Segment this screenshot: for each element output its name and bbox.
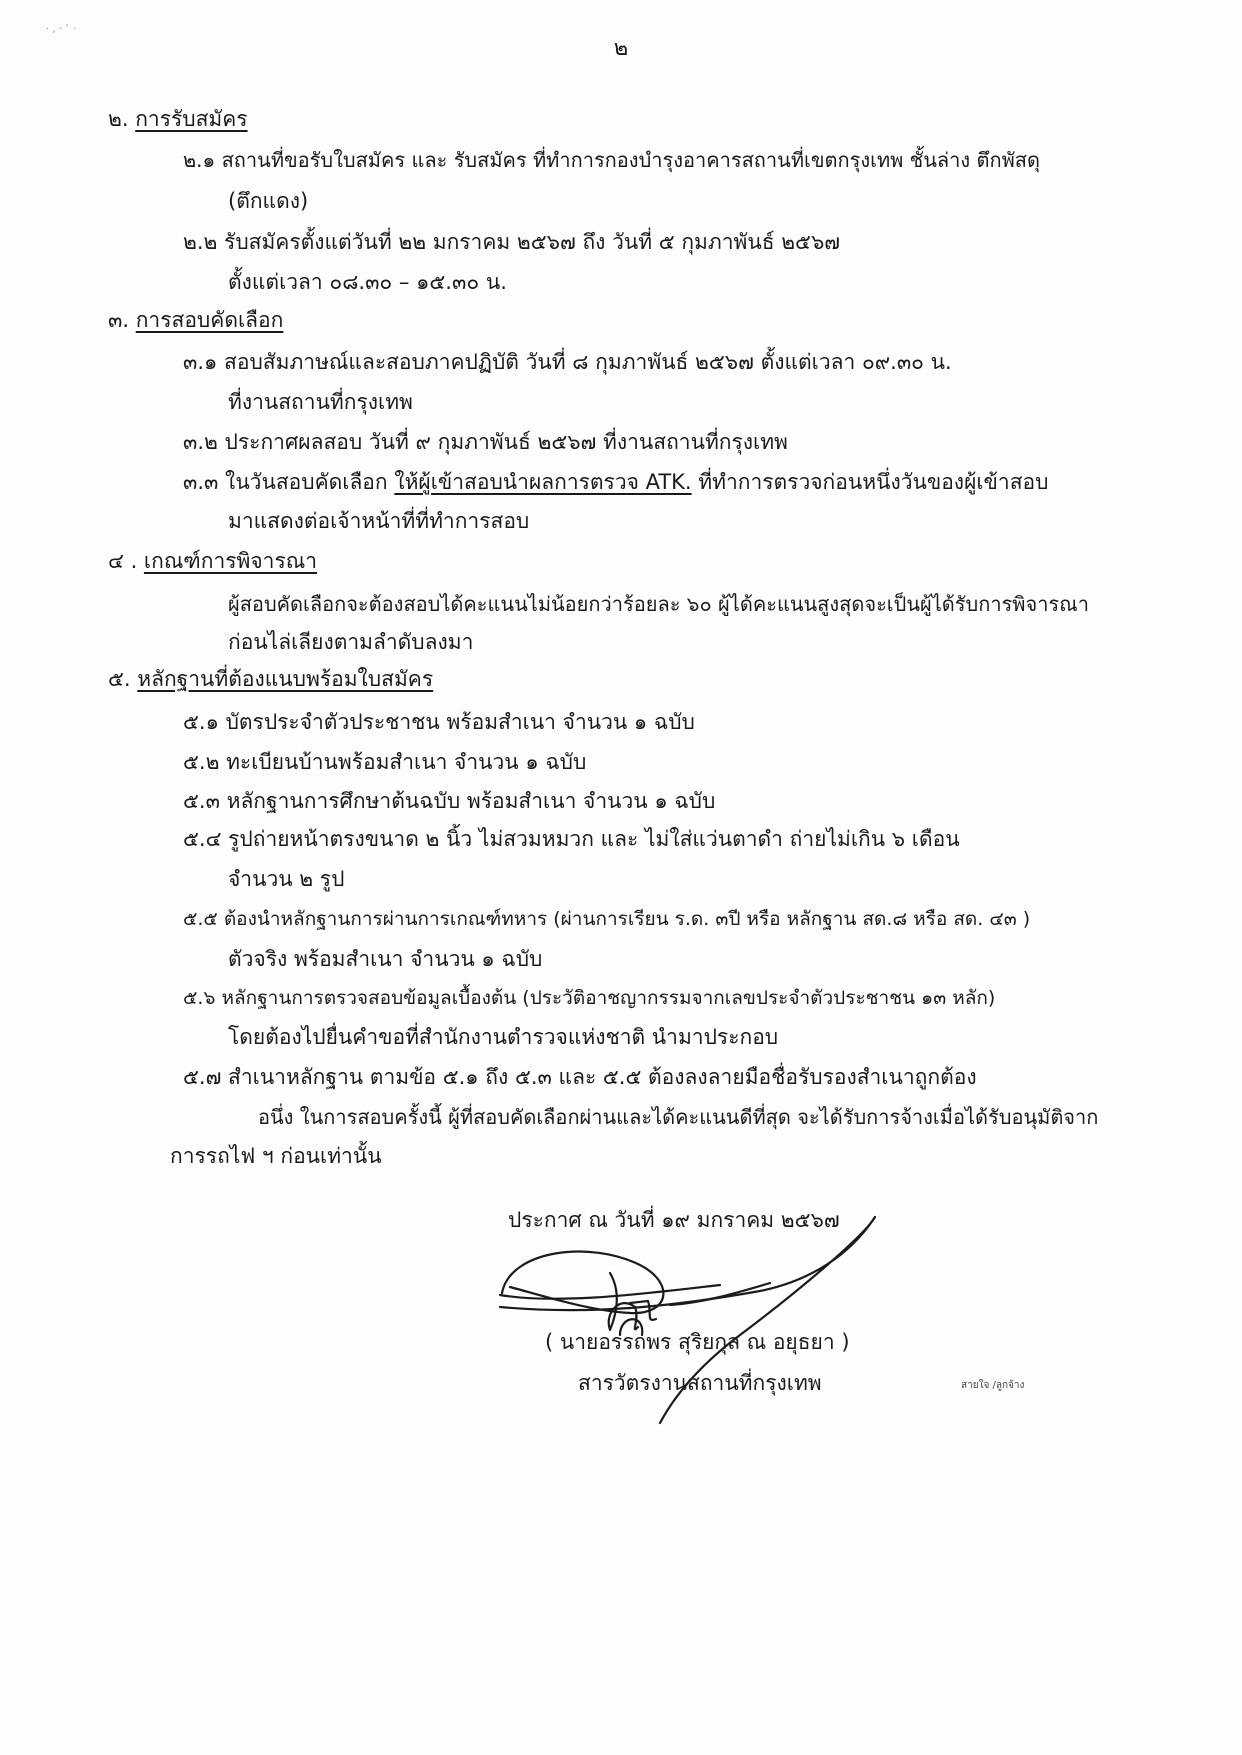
item-5-2: ๕.๒ ทะเบียนบ้านพร้อมสำเนา จำนวน ๑ ฉบับ bbox=[183, 750, 587, 774]
item-5-4: ๕.๔ รูปถ่ายหน้าตรงขนาด ๒ นิ้ว ไม่สวมหมวก และ ไม่ใส่แว่นตาดำ ถ่ายไม่เกิน ๖ เดือน bbox=[183, 827, 960, 851]
item-text: ที่ทำการตรวจก่อนหนึ่งวันของผู้เข้าสอบ bbox=[691, 470, 1049, 494]
signer-name: ( นายอรรถพร สุริยกุล ณ อยุธยา ) bbox=[545, 1330, 850, 1354]
announce-date: ประกาศ ณ วันที่ ๑๙ มกราคม ๒๕๖๗ bbox=[508, 1208, 840, 1232]
criteria-line-2: ก่อนไล่เลียงตามลำดับลงมา bbox=[228, 630, 474, 654]
footer-note: สายใจ /ลูกจ้าง bbox=[961, 1380, 1025, 1391]
closing-line-2: การรถไฟ ฯ ก่อนเท่านั้น bbox=[170, 1144, 382, 1168]
section-number: ๔ . bbox=[108, 549, 144, 573]
item-5-5: ๕.๕ ต้องนำหลักฐานการผ่านการเกณฑ์ทหาร (ผ่านการเรียน ร.ด. ๓ปี หรือ หลักฐาน สด.๘ หรือ สด. ๔๓ ) bbox=[183, 908, 1031, 930]
section-title: การรับสมัคร bbox=[135, 107, 248, 131]
item-3-3 bbox=[183, 467, 1048, 497]
item-3-2: ๓.๒ ประกาศผลสอบ วันที่ ๙ กุมภาพันธ์ ๒๕๖๗ ที่งานสถานที่กรุงเทพ bbox=[183, 430, 788, 454]
item-5-4-cont: จำนวน ๒ รูป bbox=[228, 867, 345, 891]
item-5-3: ๕.๓ หลักฐานการศึกษาต้นฉบับ พร้อมสำเนา จำนวน ๑ ฉบับ bbox=[183, 789, 716, 813]
item-5-5-cont: ตัวจริง พร้อมสำเนา จำนวน ๑ ฉบับ bbox=[228, 947, 543, 971]
scan-specks: · ‚ · ` · bbox=[46, 24, 77, 35]
section-3-heading bbox=[108, 305, 283, 335]
atk-requirement: ให้ผู้เข้าสอบนำผลการตรวจ ATK. bbox=[394, 470, 692, 494]
item-5-6: ๕.๖ หลักฐานการตรวจสอบข้อมูลเบื้องต้น (ประวัติอาชญากรรมจากเลขประจำตัวประชาชน ๑๓ หลัก) bbox=[183, 987, 996, 1009]
section-2-heading bbox=[108, 104, 248, 134]
item-2-2-cont: ตั้งแต่เวลา ๐๘.๓๐ – ๑๕.๓๐ น. bbox=[228, 270, 507, 294]
section-title: หลักฐานที่ต้องแนบพร้อมใบสมัคร bbox=[137, 667, 434, 691]
criteria-line-1: ผู้สอบคัดเลือกจะต้องสอบได้คะแนนไม่น้อยกว่าร้อยละ ๖๐ ผู้ได้คะแนนสูงสุดจะเป็นผู้ได้รับการพิจารณา bbox=[228, 592, 1089, 616]
signer-title: สารวัตรงานสถานที่กรุงเทพ bbox=[578, 1371, 822, 1395]
item-2-2: ๒.๒ รับสมัครตั้งแต่วันที่ ๒๒ มกราคม ๒๕๖๗ ถึง วันที่ ๕ กุมภาพันธ์ ๒๕๖๗ bbox=[183, 230, 841, 254]
item-2-1-cont: (ตึกแดง) bbox=[228, 189, 309, 213]
closing-line-1: อนึ่ง ในการสอบครั้งนี้ ผู้ที่สอบคัดเลือกผ่านและได้คะแนนดีที่สุด จะได้รับการจ้างเมื่อได้รับอนุมัติจาก bbox=[258, 1105, 1099, 1129]
section-number: ๓. bbox=[108, 308, 136, 332]
section-5-heading bbox=[108, 664, 433, 694]
page-number: ๒ bbox=[613, 36, 629, 61]
item-5-7: ๕.๗ สำเนาหลักฐาน ตามข้อ ๕.๑ ถึง ๕.๓ และ ๕.๕ ต้องลงลายมือชื่อรับรองสำเนาถูกต้อง bbox=[183, 1065, 977, 1089]
section-number: ๕. bbox=[108, 667, 138, 691]
section-title: การสอบคัดเลือก bbox=[135, 308, 284, 332]
item-3-1-cont: ที่งานสถานที่กรุงเทพ bbox=[228, 390, 413, 414]
item-3-1: ๓.๑ สอบสัมภาษณ์และสอบภาคปฏิบัติ วันที่ ๘ กุมภาพันธ์ ๒๕๖๗ ตั้งแต่เวลา ๐๙.๓๐ น. bbox=[183, 350, 952, 374]
item-3-3-cont: มาแสดงต่อเจ้าหน้าที่ที่ทำการสอบ bbox=[228, 509, 530, 533]
section-4-heading bbox=[108, 546, 317, 576]
item-2-1: ๒.๑ สถานที่ขอรับใบสมัคร และ รับสมัคร ที่ทำการกองบำรุงอาคารสถานที่เขตกรุงเทพ ชั้นล่าง ตึกพัสดุ bbox=[183, 148, 1041, 172]
item-text: ๓.๓ ในวันสอบคัดเลือก bbox=[183, 470, 395, 494]
section-number: ๒. bbox=[108, 107, 136, 131]
item-5-6-cont: โดยต้องไปยื่นคำขอที่สำนักงานตำรวจแห่งชาติ นำมาประกอบ bbox=[228, 1025, 779, 1049]
section-title: เกณฑ์การพิจารณา bbox=[143, 549, 318, 573]
item-5-1: ๕.๑ บัตรประจำตัวประชาชน พร้อมสำเนา จำนวน ๑ ฉบับ bbox=[183, 710, 695, 734]
